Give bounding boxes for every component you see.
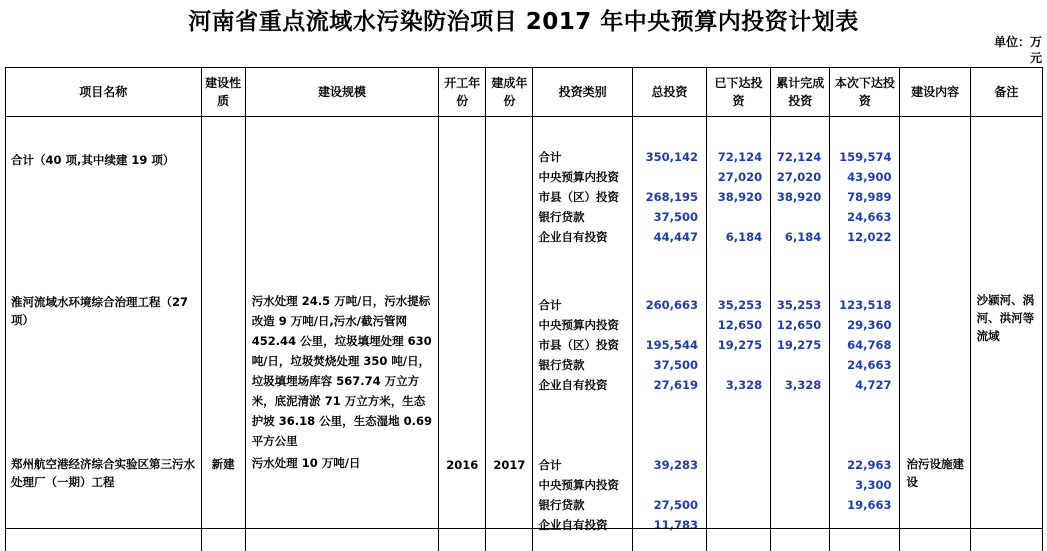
cumulative-values <box>771 451 830 551</box>
cumulative-value: 35,253 <box>776 298 822 312</box>
issued-value <box>707 495 770 515</box>
header-end: 建成年份 <box>486 68 533 117</box>
header-content: 建设内容 <box>900 68 970 117</box>
current-value: 24,663 <box>847 210 892 224</box>
current-value: 4,727 <box>855 378 892 392</box>
current-value: 78,989 <box>847 190 892 204</box>
cumulative-value: 27,020 <box>776 170 822 184</box>
issued-value <box>707 455 770 475</box>
category-item: 市县（区）投资 <box>538 338 619 352</box>
issued-value <box>707 355 770 375</box>
issued-value: 19,275 <box>717 338 763 352</box>
current-value: 123,518 <box>839 298 892 312</box>
construction-content: 治污设施建设 <box>900 451 970 551</box>
current-value: 22,963 <box>847 458 892 472</box>
header-cumulative: 累计完成投资 <box>771 68 830 117</box>
category-list <box>533 283 632 451</box>
project-scale: 污水处理 24.5 万吨/日，污水提标改造 9 万吨/日,污水/截污管网 452.44 公里，垃圾填埋处理 630 吨/日，垃圾焚烧处理 350 吨/日，垃圾填埋场库容 567.74 万立方米，底泥清淤 71 万立方米，生态护坡 36.18 公里，生态湿地 0.69 平方公里 <box>245 283 439 451</box>
table-row <box>6 117 1043 284</box>
project-scale: 污水处理 10 万吨/日 <box>245 451 439 551</box>
total-value: 260,663 <box>645 298 698 312</box>
category-item: 企业自有投资 <box>538 230 608 244</box>
total-values <box>632 283 706 451</box>
end-year <box>486 283 533 451</box>
issued-values <box>706 451 770 551</box>
start-year <box>439 283 486 451</box>
category-item: 市县（区）投资 <box>538 190 619 204</box>
issued-value <box>707 207 770 227</box>
current-value: 43,900 <box>847 170 892 184</box>
cumulative-values <box>771 117 830 284</box>
header-nature: 建设性质 <box>201 68 245 117</box>
total-value <box>633 475 706 495</box>
total-value: 268,195 <box>645 190 698 204</box>
total-value: 44,447 <box>653 230 698 244</box>
issued-values <box>706 283 770 451</box>
start-year <box>439 117 486 284</box>
project-name: 郑州航空港经济综合实验区第三污水处理厂（一期）工程 <box>6 451 202 551</box>
cumulative-value: 38,920 <box>776 190 822 204</box>
category-item: 合计 <box>538 458 562 472</box>
issued-value: 35,253 <box>717 298 763 312</box>
header-name: 项目名称 <box>6 68 202 117</box>
issued-value <box>707 475 770 495</box>
header-remark: 备注 <box>970 68 1042 117</box>
table-row <box>6 451 1043 551</box>
category-item: 中央预算内投资 <box>538 478 619 492</box>
current-values <box>830 283 900 451</box>
total-value: 27,619 <box>653 378 698 392</box>
category-item: 企业自有投资 <box>538 518 608 532</box>
total-value: 37,500 <box>653 210 698 224</box>
remark: 沙颍河、涡河、洪河等流域 <box>970 283 1042 451</box>
project-nature <box>201 283 245 451</box>
remark <box>970 117 1042 284</box>
cumulative-value <box>771 207 829 227</box>
issued-value: 6,184 <box>725 230 763 244</box>
cumulative-value <box>771 355 829 375</box>
cumulative-values <box>771 283 830 451</box>
header-category: 投资类别 <box>533 68 632 117</box>
header-current: 本次下达投资 <box>830 68 900 117</box>
category-item: 银行贷款 <box>538 210 585 224</box>
category-list <box>533 451 632 551</box>
current-values <box>830 451 900 551</box>
current-value: 12,022 <box>847 230 892 244</box>
issued-values <box>706 117 770 284</box>
current-value: 64,768 <box>847 338 892 352</box>
category-item: 中央预算内投资 <box>538 170 619 184</box>
issued-value: 72,124 <box>717 150 763 164</box>
project-nature: 新建 <box>201 451 245 551</box>
category-list <box>533 117 632 284</box>
header-start: 开工年份 <box>439 68 486 117</box>
table-header-row <box>6 68 1043 117</box>
current-values <box>830 117 900 284</box>
cumulative-value <box>771 475 829 495</box>
issued-value: 3,328 <box>725 378 763 392</box>
investment-table <box>5 67 1043 551</box>
current-value: 159,574 <box>839 150 892 164</box>
category-item: 银行贷款 <box>538 358 585 372</box>
cumulative-value: 19,275 <box>776 338 822 352</box>
issued-value: 27,020 <box>717 170 763 184</box>
category-item: 银行贷款 <box>538 498 585 512</box>
unit-label: 单位：万元 <box>993 35 1042 65</box>
header-total: 总投资 <box>632 68 706 117</box>
end-year: 2017 <box>486 451 533 551</box>
cumulative-value: 72,124 <box>776 150 822 164</box>
total-values <box>632 451 706 551</box>
issued-value: 12,650 <box>717 318 763 332</box>
cumulative-value <box>771 495 829 515</box>
total-values <box>632 117 706 284</box>
header-issued: 已下达投资 <box>706 68 770 117</box>
total-value: 37,500 <box>653 358 698 372</box>
current-value: 19,663 <box>847 498 892 512</box>
category-item: 合计 <box>538 298 562 312</box>
total-value: 350,142 <box>645 150 698 164</box>
header-scale: 建设规模 <box>245 68 439 117</box>
cumulative-value <box>771 455 829 475</box>
cumulative-value: 6,184 <box>784 230 822 244</box>
current-value: 29,360 <box>847 318 892 332</box>
total-value: 195,544 <box>645 338 698 352</box>
remark <box>970 451 1042 551</box>
construction-content <box>900 283 970 451</box>
construction-content <box>900 117 970 284</box>
project-name: 合计（40 项,其中续建 19 项） <box>6 117 202 284</box>
cumulative-value: 3,328 <box>784 378 822 392</box>
category-item: 合计 <box>538 150 562 164</box>
total-value: 39,283 <box>653 458 698 472</box>
cumulative-value: 12,650 <box>776 318 822 332</box>
total-value <box>633 315 706 335</box>
current-value: 3,300 <box>855 478 892 492</box>
category-item: 中央预算内投资 <box>538 318 619 332</box>
category-item: 企业自有投资 <box>538 378 608 392</box>
project-name: 淮河流域水环境综合治理工程（27 项） <box>6 283 202 451</box>
total-value: 27,500 <box>653 498 698 512</box>
table-row <box>6 283 1043 451</box>
project-nature <box>201 117 245 284</box>
current-value: 24,663 <box>847 358 892 372</box>
total-value: 11,783 <box>653 518 698 532</box>
issued-value: 38,920 <box>717 190 763 204</box>
project-scale <box>245 117 439 284</box>
page-title: 河南省重点流域水污染防治项目 2017 年中央预算内投资计划表 <box>188 9 859 35</box>
total-value <box>633 167 706 187</box>
start-year: 2016 <box>439 451 486 551</box>
end-year <box>486 117 533 284</box>
